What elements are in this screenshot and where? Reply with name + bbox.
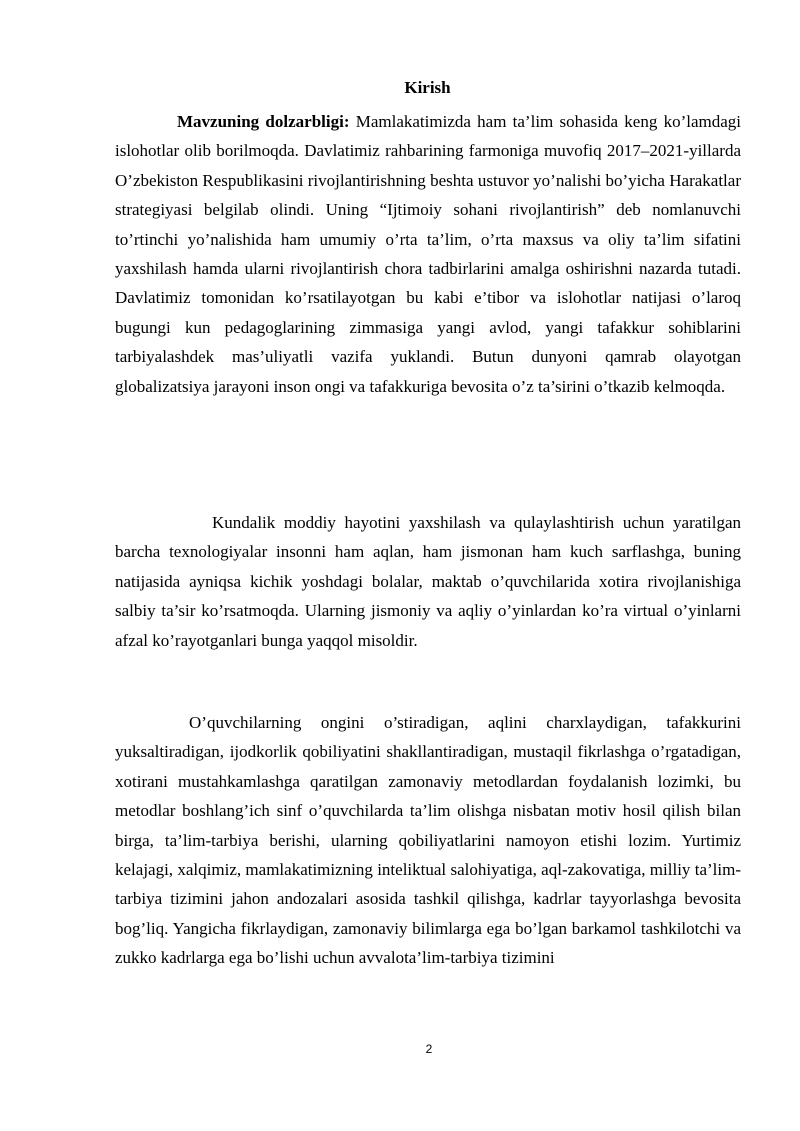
paragraph-methods xyxy=(115,708,741,973)
page-number: 2 xyxy=(425,1042,433,1056)
paragraph-body: Kundalik moddiy hayotini yaxshilash va qulaylashtirish uchun yaratilgan barcha texnologiyalar insonni ham aqlan, ham jismonan ham kuch sarflashga, buning natijasida ayniqsa kichik yoshdagi bolalar, maktab o’quvchilarida xotira rivojlanishiga salbiy ta’sir ko’rsatmoqda. Ularning jismoniy va aqliy o’yinlardan ko’ra virtual o’yinlarni afzal ko’rayotganlari bunga yaqqol misoldir. xyxy=(115,513,741,650)
paragraph-body: Mamlakatimizda ham ta’lim sohasida keng ko’lamdagi islohotlar olib borilmoqda. Davlatimiz rahbarining farmoniga muvofiq 2017–2021-yillarda O’zbekiston Respublikasini rivojlantirishning beshta ustuvor yo’nalishi bo’yicha Harakatlar strategiyasi belgilab olindi. Uning “Ijtimoiy sohani rivojlantirish” deb nomlanuvchi to’rtinchi yo’nalishida ham umumiy o’rta ta’lim, o’rta maxsus va oliy ta’lim sifatini yaxshilash hamda ularni rivojlantirish chora tadbirlarini amalga oshirishni nazarda tutadi. Davlatimiz tomonidan ko’rsatilayotgan bu kabi e’tibor va islohotlar natijasi o’laroq bugungi kun pedagoglarining zimmasiga yangi avlod, yangi tafakkur sohiblarini tarbiyalashdek mas’uliyatli vazifa yuklandi. Butun dunyoni qamrab olayotgan globalizatsiya jarayoni inson ongi va tafakkuriga bevosita o’z ta’sirini o’tkazib kelmoqda. xyxy=(115,112,742,396)
paragraph-technology xyxy=(115,508,741,655)
paragraph-body: O’quvchilarning ongini o’stiradigan, aqlini charxlaydigan, tafakkurini yuksaltiradigan, ijodkorlik qobiliyatini shakllantiradigan, mustaqil fikrlashga o’rgatadigan, xotirani mustahkamlashga qaratilgan zamonaviy metodlardan foydalanish lozimki, bu metodlar boshlang’ich sinf o’quvchilarda ta’lim olishga nisbatan motiv hosil qilish bilan birga, ta’lim-tarbiya berishi, ularning qobiliyatlarini namoyon etishi lozim. Yurtimiz kelajagi, xalqimiz, mamlakatimizning inteliktual salohiyatiga, aql-zakovatiga, milliy ta’lim-tarbiya tizimini jahon andozalari asosida tashkil qilishga, kadrlar tayyorlashga bevosita bog’liq. Yangicha fikrlaydigan, zamonaviy bilimlarga ega bo’lgan barkamol tashkilotchi va zukko kadrlarga ega bo’lishi uchun avvalota’lim-tarbiya tizimini xyxy=(115,713,741,968)
paragraph-relevance xyxy=(115,107,741,401)
paragraph-lead-heading: Mavzuning dolzarbligi: xyxy=(177,112,350,131)
section-title: Kirish xyxy=(404,78,451,97)
